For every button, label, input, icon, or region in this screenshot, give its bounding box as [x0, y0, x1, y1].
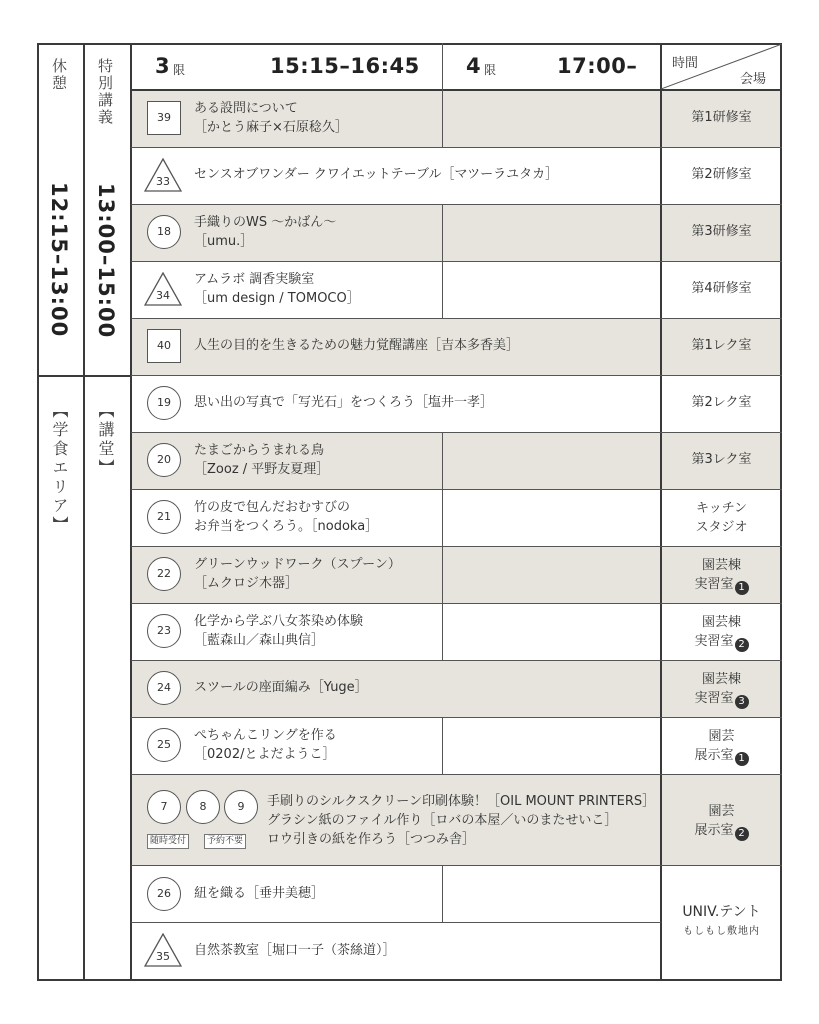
- venue-name-line2: もしもし敷地内: [683, 926, 760, 937]
- row-line: [131, 774, 782, 775]
- session-title: アムラボ 調香実験室: [194, 272, 315, 287]
- venue: [661, 222, 782, 241]
- venue: [661, 903, 782, 941]
- venue-name-line2: 展示室: [694, 748, 734, 763]
- left-section-divider: [37, 375, 132, 377]
- session-title: 竹の皮で包んだおむすびの: [194, 500, 351, 515]
- session-number: 23: [147, 614, 181, 648]
- venue-name: 第2レク室: [691, 395, 752, 410]
- session-number: 22: [147, 557, 181, 591]
- venue: [661, 556, 782, 595]
- venue: [661, 393, 782, 412]
- room-number-badge: 1: [735, 752, 749, 766]
- room-number-badge: 2: [735, 827, 749, 841]
- special-place: 【講堂】: [96, 402, 115, 478]
- venue: [661, 165, 782, 184]
- session-title: センスオブワンダー クワイエットテーブル［マツーラユタカ］: [194, 167, 559, 182]
- session-instructor: ［Zooz / 平野友夏理］: [194, 462, 330, 477]
- row-line: [131, 432, 782, 433]
- session-number: 9: [224, 790, 258, 824]
- period3-number: 3: [155, 54, 170, 78]
- room-number-badge: 1: [735, 581, 749, 595]
- period3-time: 15:15–16:45: [270, 54, 420, 78]
- session-instructor: ［umu.］: [194, 234, 254, 249]
- row-line: [131, 865, 782, 866]
- session-title: 紐を織る［垂井美穂］: [194, 886, 325, 901]
- venue-name: 第1レク室: [691, 338, 752, 353]
- session-title: ロウ引きの紙を作ろう［つつみ舎］: [267, 832, 476, 847]
- session-number: 40: [147, 329, 181, 363]
- session-instructor: ［um design / TOMOCO］: [194, 291, 360, 306]
- session-number: [144, 158, 182, 192]
- session-number: 8: [186, 790, 220, 824]
- room-number-badge: 2: [735, 638, 749, 652]
- session-instructor: ［0202/とよだようこ］: [194, 747, 336, 762]
- venue-name: 第1研修室: [691, 110, 752, 125]
- session-number: 21: [147, 500, 181, 534]
- session-number: 20: [147, 443, 181, 477]
- venue-name: UNIV.テント: [682, 904, 761, 920]
- session-number: 7: [147, 790, 181, 824]
- divider-break-special: [83, 43, 85, 981]
- period-divider: [442, 865, 443, 922]
- row-line: [131, 147, 782, 148]
- venue: [661, 108, 782, 127]
- venue-name: 第3研修室: [691, 224, 752, 239]
- venue: [661, 670, 782, 709]
- session-number: [144, 272, 182, 306]
- session-instructor: ［ムクロジ木器］: [194, 576, 299, 591]
- session-number-text: 34: [156, 289, 170, 302]
- session-number: 39: [147, 101, 181, 135]
- venue: [661, 613, 782, 652]
- venue: [661, 450, 782, 469]
- row-line: [131, 603, 782, 604]
- session-title: 人生の目的を生きるための魅力覚醒講座［吉本多香美］: [194, 338, 520, 353]
- venue: [661, 499, 782, 537]
- period-divider: [442, 717, 443, 774]
- venue-name-line2: 展示室: [694, 823, 734, 838]
- period-divider: [442, 90, 443, 147]
- period4-time: 17:00–: [557, 54, 638, 78]
- session-instructor: ［かとう麻子×石原稔久］: [194, 120, 348, 135]
- row-line: [131, 261, 782, 262]
- special-time: 13:00–15:00: [94, 183, 118, 339]
- session-number: 18: [147, 215, 181, 249]
- row-line: [131, 922, 661, 923]
- venue-name: 第3レク室: [691, 452, 752, 467]
- session-title: ある設問について: [194, 101, 298, 116]
- row-line: [131, 660, 782, 661]
- divider-special-period3: [130, 43, 132, 981]
- venue-name: 第2研修室: [691, 167, 752, 182]
- venue-name: 園芸棟: [701, 672, 741, 687]
- venue-name-line2: 実習室: [694, 691, 734, 706]
- session-number: 26: [147, 877, 181, 911]
- no-reservation-tag: 予約不要: [204, 834, 246, 849]
- session-number: 24: [147, 671, 181, 705]
- time-label: 時間: [672, 56, 699, 71]
- row-line: [131, 204, 782, 205]
- row-line: [131, 717, 782, 718]
- header-bottom-line: [131, 89, 782, 91]
- session-number: 25: [147, 728, 181, 762]
- venue-name-line2: 実習室: [694, 577, 734, 592]
- venue: [661, 802, 782, 841]
- session-number-text: 35: [156, 950, 170, 963]
- venue-name: 園芸棟: [701, 558, 741, 573]
- session-title: スツールの座面編み［Yuge］: [194, 680, 368, 695]
- row-line: [131, 375, 782, 376]
- session-number: [144, 933, 182, 967]
- period-divider: [442, 204, 443, 318]
- period-divider: [442, 43, 443, 90]
- break-time: 12:15–13:00: [47, 182, 71, 338]
- walk-in-tag: 随時受付: [147, 834, 189, 849]
- row-line: [131, 546, 782, 547]
- break-area: 【学食エリア】: [50, 402, 69, 535]
- venue-name: 第4研修室: [691, 281, 752, 296]
- venue: [661, 279, 782, 298]
- session-title: 手刷りのシルクスクリーン印刷体験！［OIL MOUNT PRINTERS］: [267, 794, 656, 809]
- venue: [661, 336, 782, 355]
- row-line: [131, 318, 782, 319]
- session-title: ぺちゃんこリングを作る: [194, 728, 337, 743]
- session-number: 19: [147, 386, 181, 420]
- venue-name-line2: スタジオ: [695, 520, 748, 535]
- period3-suffix: 限: [173, 63, 186, 77]
- session-title: グリーンウッドワーク（スプーン）: [194, 557, 401, 572]
- session-title: 化学から学ぶ八女茶染め体験: [194, 614, 364, 629]
- period-divider: [442, 432, 443, 660]
- session-number-text: 33: [156, 175, 170, 188]
- session-title-line2: お弁当をつくろう。［nodoka］: [194, 519, 379, 534]
- session-title: 自然茶教室［堀口一子（茶絲道）］: [194, 943, 396, 958]
- venue-name: 園芸棟: [701, 615, 741, 630]
- venue: [661, 727, 782, 766]
- break-header: 休憩: [50, 58, 68, 92]
- venue-name: 園芸: [708, 804, 735, 819]
- session-title: 手織りのWS 〜かばん〜: [194, 215, 337, 230]
- session-instructor: ［藍森山／森山典信］: [194, 633, 325, 648]
- venue-name: キッチン: [695, 501, 748, 516]
- special-lecture-header: 特別講義: [96, 58, 114, 126]
- session-title: グラシン紙のファイル作り［ロバの本屋／いのまたせいこ］: [267, 813, 618, 828]
- room-number-badge: 3: [735, 695, 749, 709]
- session-title: たまごからうまれる鳥: [194, 443, 325, 458]
- venue-label: 会場: [740, 72, 767, 87]
- venue-name-line2: 実習室: [694, 634, 734, 649]
- session-title: 思い出の写真で「写光石」をつくろう［塩井一孝］: [194, 395, 494, 410]
- row-line: [131, 489, 782, 490]
- period4-number: 4: [466, 54, 481, 78]
- period4-suffix: 限: [484, 63, 497, 77]
- venue-name: 園芸: [708, 729, 735, 744]
